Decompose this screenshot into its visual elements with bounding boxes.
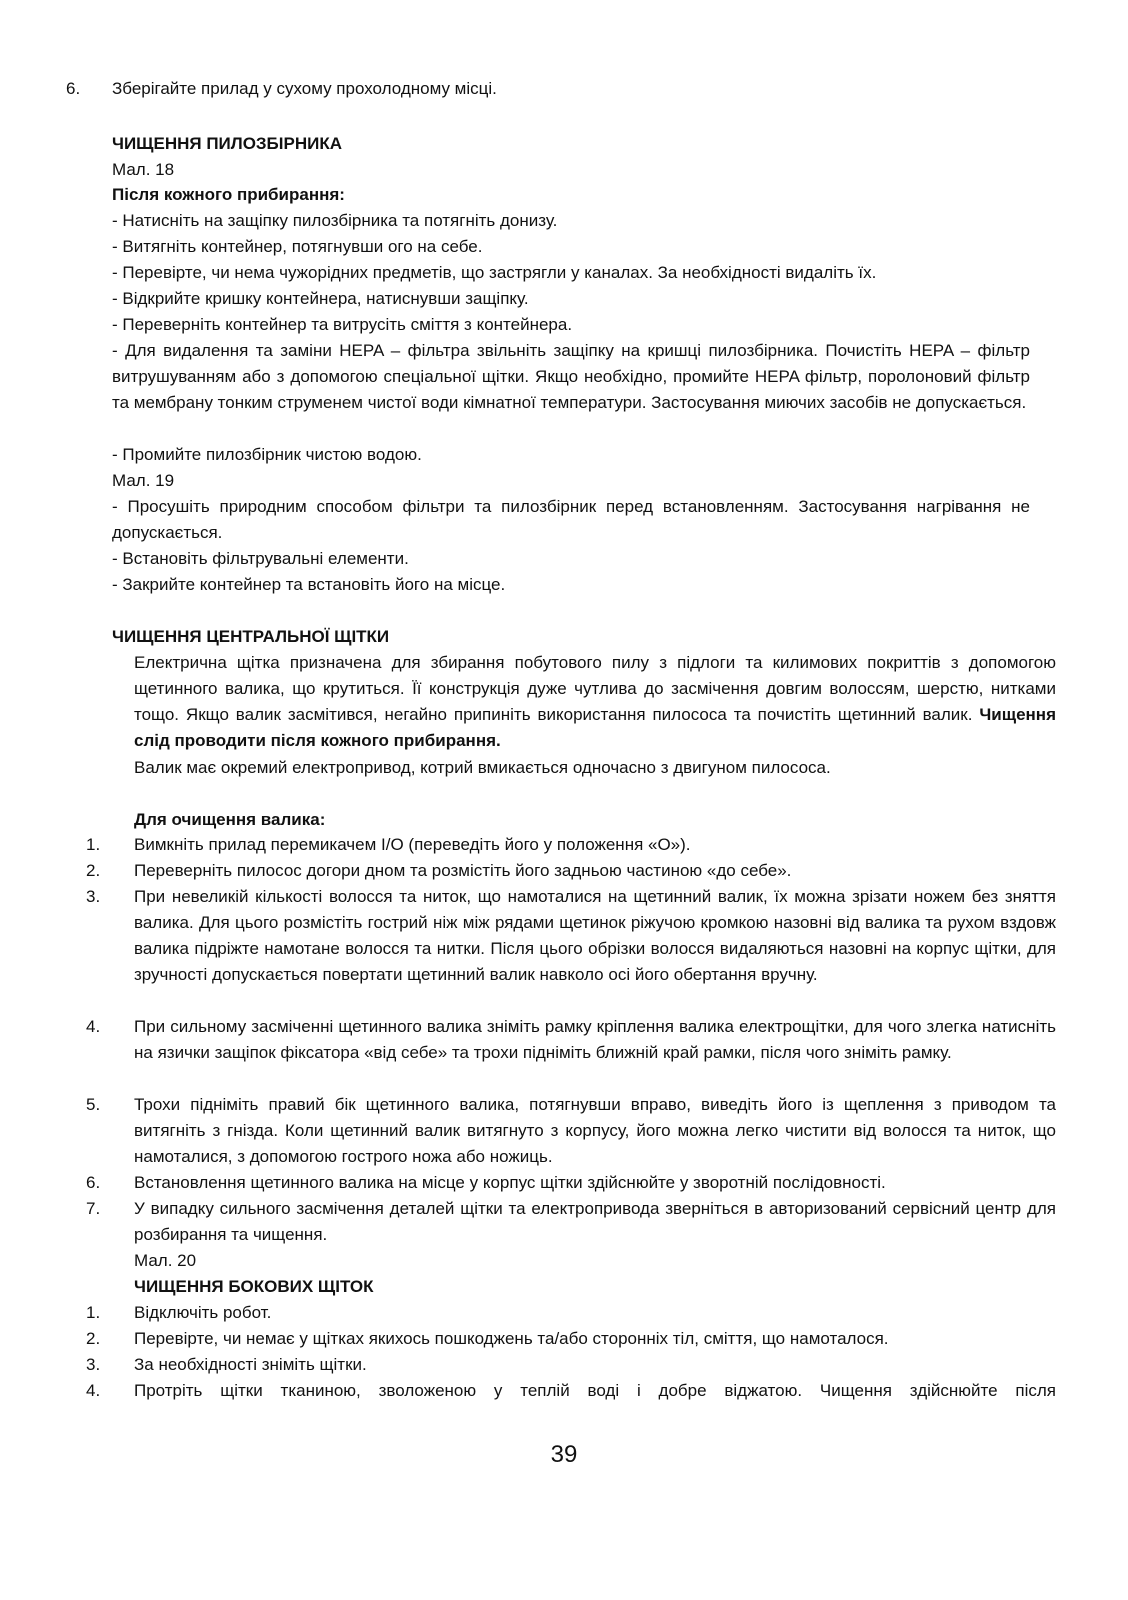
roller-step-number: 4.: [86, 1017, 101, 1036]
side-step-text: Протріть щітки тканиною, зволоженою у теплій воді і добре віджатою. Чищення здійснюйте після: [134, 1381, 1056, 1400]
roller-step-text: У випадку сильного засмічення деталей щітки та електропривода зверніться в авторизований сервісний центр для розбирання та чищення.: [134, 1199, 1056, 1244]
dust-step-8: - Закрийте контейнер та встановіть його на місце.: [112, 575, 506, 594]
dust-step-2: - Витягніть контейнер, потягнувши ого на себе.: [112, 237, 483, 256]
side-step-text: За необхідності зніміть щітки.: [134, 1355, 367, 1374]
side-brushes-heading: ЧИЩЕННЯ БОКОВИХ ЩІТОК: [134, 1277, 374, 1296]
dust-step-4: - Відкрийте кришку контейнера, натиснувши защіпку.: [112, 289, 529, 308]
side-step-text: Перевірте, чи немає у щітках якихось пошкоджень та/або сторонніх тіл, сміття, що намоталося.: [134, 1329, 889, 1348]
side-step-number: 3.: [86, 1355, 101, 1374]
central-brush-paragraph-bold: Чищення слід проводити після кожного прибирання.: [134, 705, 1056, 750]
dust-step-3: - Перевірте, чи нема чужорідних предметів, що застрягли у каналах. За необхідності видаліть їх.: [112, 263, 877, 282]
page-number: 39: [550, 1441, 578, 1468]
after-each-cleaning-label: Після кожного прибирання:: [112, 185, 345, 204]
intro-number: 6.: [66, 79, 81, 98]
dust-step-6: - Промийте пилозбірник чистою водою.: [112, 445, 422, 464]
roller-step-number: 1.: [86, 835, 101, 854]
roller-step-number: 5.: [86, 1095, 101, 1114]
central-brush-paragraph: [134, 650, 1056, 754]
drying-paragraph: - Просушіть природним способом фільтри та пилозбірник перед встановленням. Застосування нагрівання не допускається.: [112, 497, 1030, 542]
roller-step-number: 3.: [86, 887, 101, 906]
roller-step-number: 6.: [86, 1173, 101, 1192]
dust-step-7: - Встановіть фільтрувальні елементи.: [112, 549, 409, 568]
roller-cleaning-subheading: Для очищення валика:: [134, 810, 326, 829]
figure-ref-20: Мал. 20: [134, 1251, 197, 1270]
roller-step-number: 2.: [86, 861, 101, 880]
roller-step-text: Вимкніть прилад перемикачем I/O (переведіть його у положення «О»).: [134, 835, 691, 854]
roller-step-text: Трохи підніміть правий бік щетинного валика, потягнувши вправо, виведіть його із щеплення з приводом та витягніть з гнізда. Коли щетинний валик витягнуто з корпусу, його можна легко чистити від волосся та ниток, що намоталися, з допомогою гострого ножа або ножиць.: [134, 1095, 1056, 1166]
central-brush-heading: ЧИЩЕННЯ ЦЕНТРАЛЬНОЇ ЩІТКИ: [112, 627, 390, 646]
central-brush-paragraph-text: Електрична щітка призначена для збирання побутового пилу з підлоги та килимових покриттів з допомогою щетинного валика, що крутиться. Її конструкція дуже чутлива до засмічення довгим волоссям, шерстю, нитками тощо. Якщо валик засмітився, негайно припиніть використання пилососа та почистіть щетинний валик.: [134, 653, 1056, 724]
dust-step-5: - Переверніть контейнер та витрусіть сміття з контейнера.: [112, 315, 573, 334]
figure-ref-19: Мал. 19: [112, 471, 175, 490]
roller-step-text: При невеликій кількості волосся та ниток, що намоталися на щетинний валик, їх можна зрізати ножем без зняття валика. Для цього розмістіть гострий ніж між рядами щетинок ріжучою кромкою назовні від валика та рухом вздовж валика підріжте намотане волосся та нитки. Після цього обрізки волосся видаляються назовні на корпус щітки, для зручності допускається повертати щетинний валик навколо осі його обертання вручну.: [134, 887, 1056, 984]
figure-ref-18: Мал. 18: [112, 160, 175, 179]
side-step-number: 1.: [86, 1303, 101, 1322]
roller-step-number: 7.: [86, 1199, 101, 1218]
dust-step-1: - Натисніть на защіпку пилозбірника та потягніть донизу.: [112, 211, 558, 230]
hepa-filter-paragraph: - Для видалення та заміни HEPA – фільтра звільніть защіпку на кришці пилозбірника. Почистіть HEPA – фільтр витрушуванням або з допомогою спеціальної щітки. Якщо необхідно, промийте HEPA фільтр, поролоновий фільтр та мембрану тонким струменем чистої води кімнатної температури. Застосування миючих засобів не допускається.: [112, 341, 1030, 412]
roller-step-text: При сильному засміченні щетинного валика зніміть рамку кріплення валика електрощітки, для чого злегка натисніть на язички защіпок фіксатора «від себе» та трохи підніміть ближній край рамки, після чого зніміть рамку.: [134, 1017, 1056, 1062]
intro-text: Зберігайте прилад у сухому прохолодному місці.: [112, 79, 497, 98]
side-step-text: Відключіть робот.: [134, 1303, 272, 1322]
side-step-number: 4.: [86, 1381, 101, 1400]
roller-step-text: Встановлення щетинного валика на місце у корпус щітки здійснюйте у зворотній послідовності.: [134, 1173, 886, 1192]
roller-step-text: Переверніть пилосос догори дном та розмістіть його задньою частиною «до себе».: [134, 861, 792, 880]
roller-motor-note: Валик має окремий електропривод, котрий вмикається одночасно з двигуном пилососа.: [134, 758, 831, 777]
side-step-number: 2.: [86, 1329, 101, 1348]
dust-heading: ЧИЩЕННЯ ПИЛОЗБІРНИКА: [112, 134, 342, 153]
